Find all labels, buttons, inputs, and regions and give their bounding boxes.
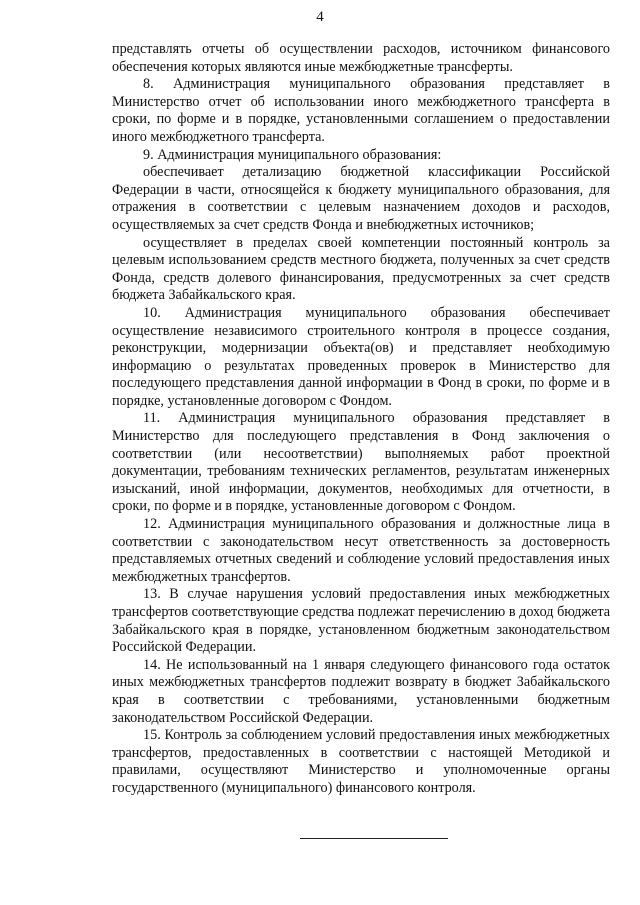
- paragraph-item-9-sub-1: обеспечивает детализацию бюджетной классификации Российской Федерации в части, относящейся к бюджету муниципального образования, для отражения в соответствии с целевым назначением доходов и расходов, осуществляемых за счет средств Фонда и внебюджетных источников;: [112, 164, 610, 233]
- paragraph-item-13: 13. В случае нарушения условий предоставления иных межбюджетных трансфертов соответствующие средства подлежат перечислению в доход бюджета Забайкальского края в порядке, установленном бюджетным законодательством Российской Федерации.: [112, 586, 610, 656]
- paragraph-item-11: 11. Администрация муниципального образования представляет в Министерство для последующего представления в Фонд заключения о соответствии (или несоответствии) выполняемых работ проектной документации, требованиям технических регламентов, результатам инженерных изысканий, иной информации, документов, необходимых для отчетности, в сроки, по форме и в порядке, установленные договором с Фондом.: [112, 410, 610, 515]
- paragraph-continuation: представлять отчеты об осуществлении расходов, источником финансового обеспечения которых являются иные межбюджетные трансферты.: [112, 41, 610, 75]
- paragraph-item-12: 12. Администрация муниципального образования и должностные лица в соответствии с законодательством несут ответственность за достоверность представляемых отчетных сведений и соблюдение условий предоставления иных межбюджетных трансфертов.: [112, 516, 610, 585]
- paragraph-item-14: 14. Не использованный на 1 января следующего финансового года остаток иных межбюджетных трансфертов подлежит возврату в бюджет Забайкальского края в соответствии с требованиями, установленными бюджетным законодательством Российской Федерации.: [112, 656, 610, 726]
- end-separator-line: [300, 838, 448, 839]
- paragraph-item-9: 9. Администрация муниципального образования:: [143, 146, 442, 163]
- paragraph-item-10: 10. Администрация муниципального образования обеспечивает осуществление независимого строительного контроля в процессе создания, реконструкции, модернизации объекта(ов) и представляет необходимую информацию о результатах проведенных проверок в Министерство для последующего представления данной информации в Фонд в сроки, по форме и в порядке, установленные договором с Фондом.: [112, 304, 610, 409]
- paragraph-item-15: 15. Контроль за соблюдением условий предоставления иных межбюджетных трансфертов, предоставленных в соответствии с настоящей Методикой и правилами, осуществляют Министерство и уполномоченные органы государственного (муниципального) финансового контроля.: [112, 727, 610, 796]
- paragraph-item-9-sub-2: осуществляет в пределах своей компетенции постоянный контроль за целевым использованием средств местного бюджета, полученных за счет средств Фонда, средств долевого финансирования, предусмотренных за счет средств бюджета Забайкальского края.: [112, 234, 610, 304]
- page-number: 4: [316, 9, 324, 25]
- paragraph-item-8: 8. Администрация муниципального образования представляет в Министерство отчет об использовании иного межбюджетного трансферта в сроки, по форме и в порядке, установленными соглашением о предоставлении иного межбюджетного трансферта.: [112, 76, 610, 145]
- document-body: [112, 41, 610, 798]
